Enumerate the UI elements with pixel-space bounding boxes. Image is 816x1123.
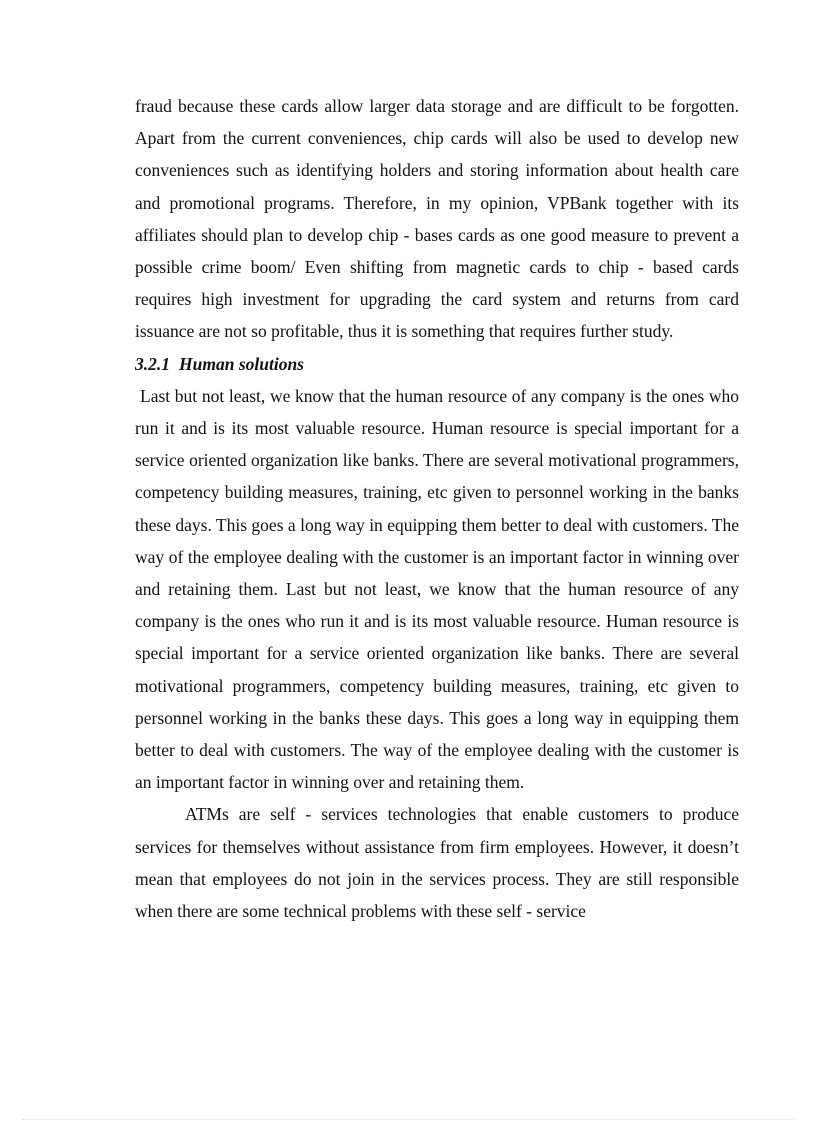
paragraph-atm: ATMs are self - services technologies that enable customers to produce services for themselves without assistance from firm employees. However, it doesn’t mean that employees do not join in the services process. They are still responsible when there are some technical problems with these self - service	[135, 804, 739, 922]
page-content	[135, 90, 739, 927]
section-number: 3.2.1	[135, 353, 170, 374]
section-title: Human solutions	[179, 353, 304, 374]
paragraph-chip-cards: fraud because these cards allow larger data storage and are difficult to be forgotten. Apart from the current conveniences, chip cards will also be used to develop new conveniences such as identifying holders and storing information about health care and promotional programs. Therefore, in my opinion, VPBank together with its affiliates should plan to develop chip - bases cards as one good measure to prevent a possible crime boom/ Even shifting from magnetic cards to chip - based cards requires high investment for upgrading the card system and returns from card issuance are not so profitable, thus it is something that requires further study.	[135, 96, 739, 342]
page-bottom-divider	[22, 1119, 794, 1120]
paragraph-human-resource: Last but not least, we know that the human resource of any company is the ones who run it and is its most valuable resource. Human resource is special important for a service oriented organization like banks. There are several motivational programmers, competency building measures, training, etc given to personnel working in the banks these days. This goes a long way in equipping them better to deal with customers. The way of the employee dealing with the customer is an important factor in winning over and retaining them. Last but not least, we know that the human resource of any company is the ones who run it and is its most valuable resource. Human resource is special important for a service oriented organization like banks. There are several motivational programmers, competency building measures, training, etc given to personnel working in the banks these days. This goes a long way in equipping them better to deal with customers. The way of the employee dealing with the customer is an important factor in winning over and retaining them.	[135, 385, 739, 793]
section-heading	[135, 348, 739, 380]
